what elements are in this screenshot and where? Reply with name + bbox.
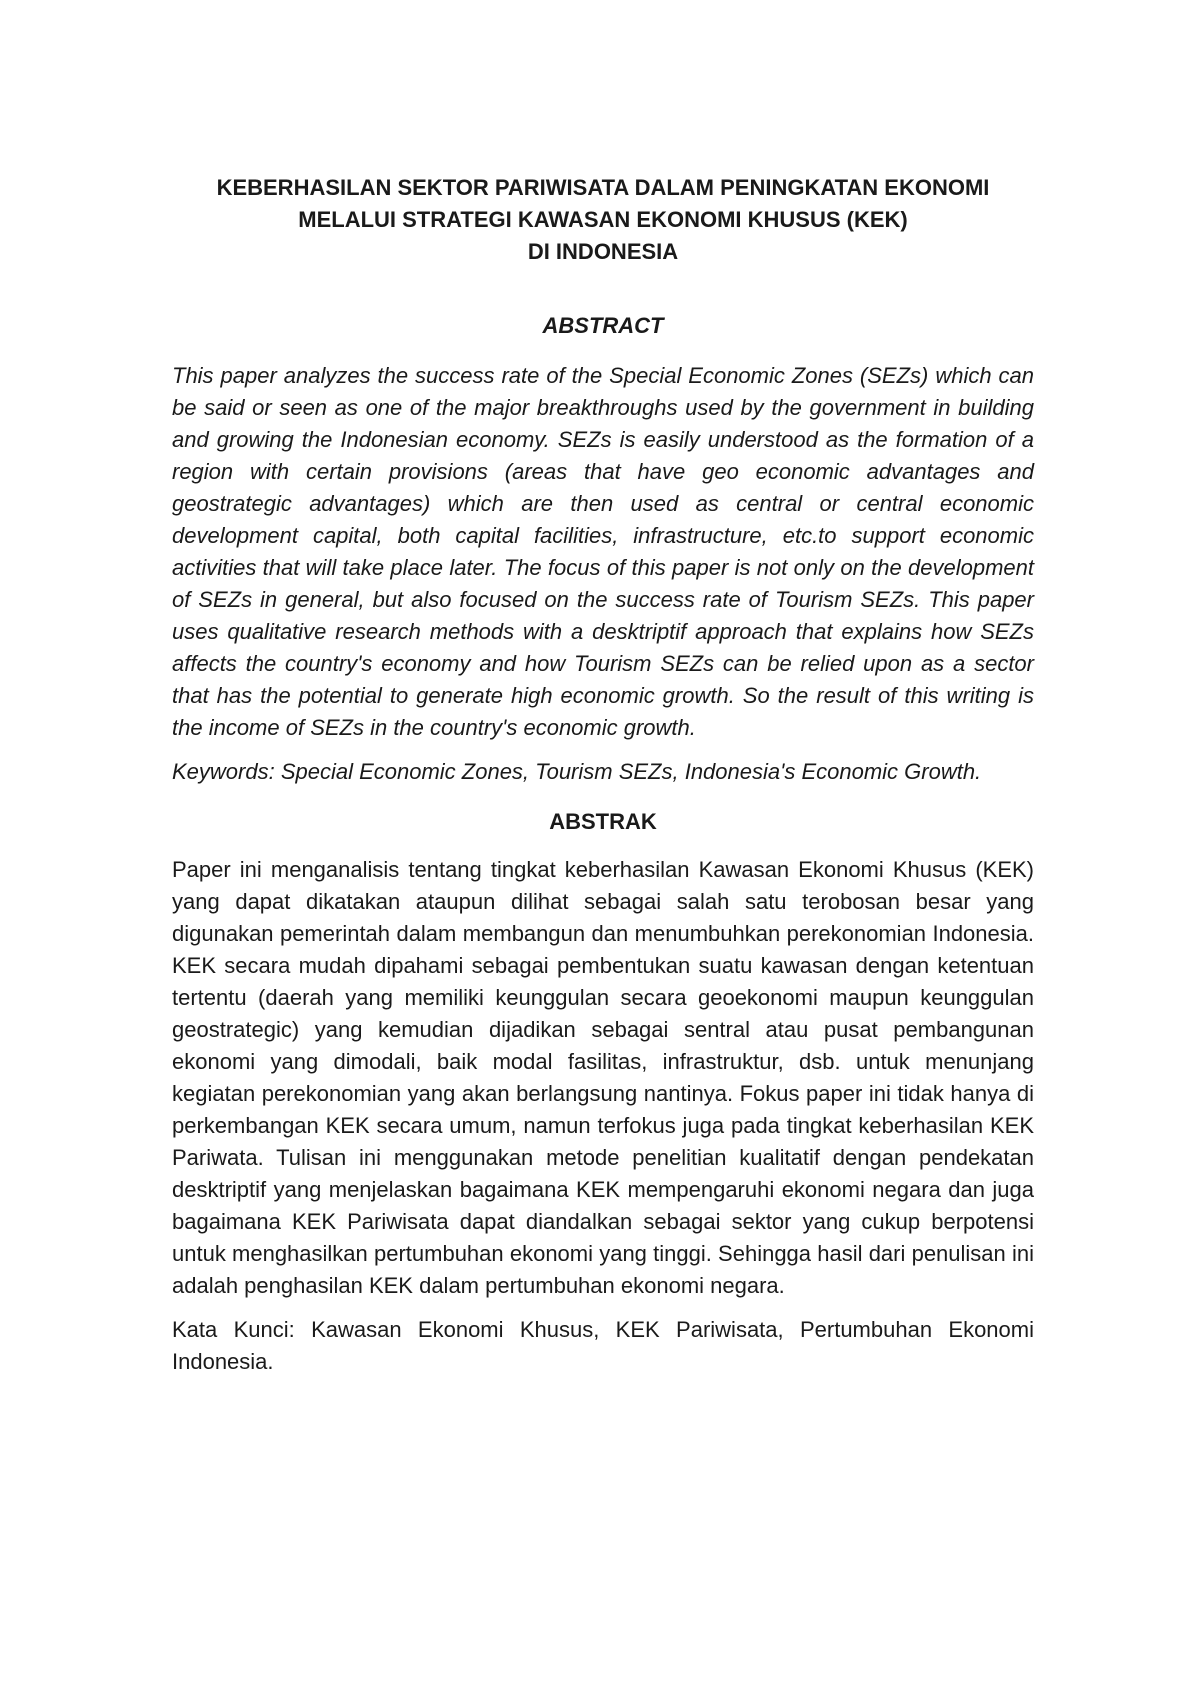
abstrak-body: Paper ini menganalisis tentang tingkat keberhasilan Kawasan Ekonomi Khusus (KEK) yang dapat dikatakan ataupun dilihat sebagai salah satu terobosan besar yang digunakan pemerintah dalam membangun dan menumbuhkan perekonomian Indonesia. KEK secara mudah dipahami sebagai pembentukan suatu kawasan dengan ketentuan tertentu (daerah yang memiliki keunggulan secara geoekonomi maupun keunggulan geostrategic) yang kemudian dijadikan sebagai sentral atau pusat pembangunan ekonomi yang dimodali, baik modal fasilitas, infrastruktur, dsb. untuk menunjang kegiatan perekonomian yang akan berlangsung nantinya. Fokus paper ini tidak hanya di perkembangan KEK secara umum, namun terfokus juga pada tingkat keberhasilan KEK Pariwata. Tulisan ini menggunakan metode penelitian kualitatif dengan pendekatan desktriptif yang menjelaskan bagaimana KEK mempengaruhi ekonomi negara dan juga bagaimana KEK Pariwisata dapat diandalkan sebagai sektor yang cukup berpotensi untuk menghasilkan pertumbuhan ekonomi yang tinggi. Sehingga hasil dari penulisan ini adalah penghasilan KEK dalam pertumbuhan ekonomi negara.: [172, 857, 1034, 1298]
abstrak-section: [172, 806, 1034, 1378]
abstrak-keywords: Kata Kunci: Kawasan Ekonomi Khusus, KEK Pariwisata, Pertumbuhan Ekonomi Indonesia.: [172, 1317, 1034, 1374]
paper-title-line-1: KEBERHASILAN SEKTOR PARIWISATA DALAM PENINGKATAN EKONOMI: [216, 175, 990, 200]
abstrak-heading: ABSTRAK: [549, 809, 657, 834]
paper-title-line-2: MELALUI STRATEGI KAWASAN EKONOMI KHUSUS (KEK): [298, 207, 908, 232]
abstract-body: This paper analyzes the success rate of the Special Economic Zones (SEZs) which can be said or seen as one of the major breakthroughs used by the government in building and growing the Indonesian economy. SEZs is easily understood as the formation of a region with certain provisions (areas that have geo economic advantages and geostrategic advantages) which are then used as central or central economic development capital, both capital facilities, infrastructure, etc.to support economic activities that will take place later. The focus of this paper is not only on the development of SEZs in general, but also focused on the success rate of Tourism SEZs. This paper uses qualitative research methods with a desktriptif approach that explains how SEZs affects the country's economy and how Tourism SEZs can be relied upon as a sector that has the potential to generate high economic growth. So the result of this writing is the income of SEZs in the country's economic growth.: [172, 363, 1034, 740]
abstract-keywords: Keywords: Special Economic Zones, Tourism SEZs, Indonesia's Economic Growth.: [172, 759, 982, 784]
abstract-section: [172, 310, 1034, 788]
abstract-heading: ABSTRACT: [542, 313, 664, 338]
paper-title-line-3: DI INDONESIA: [527, 239, 679, 264]
paper-title: [172, 172, 1034, 268]
